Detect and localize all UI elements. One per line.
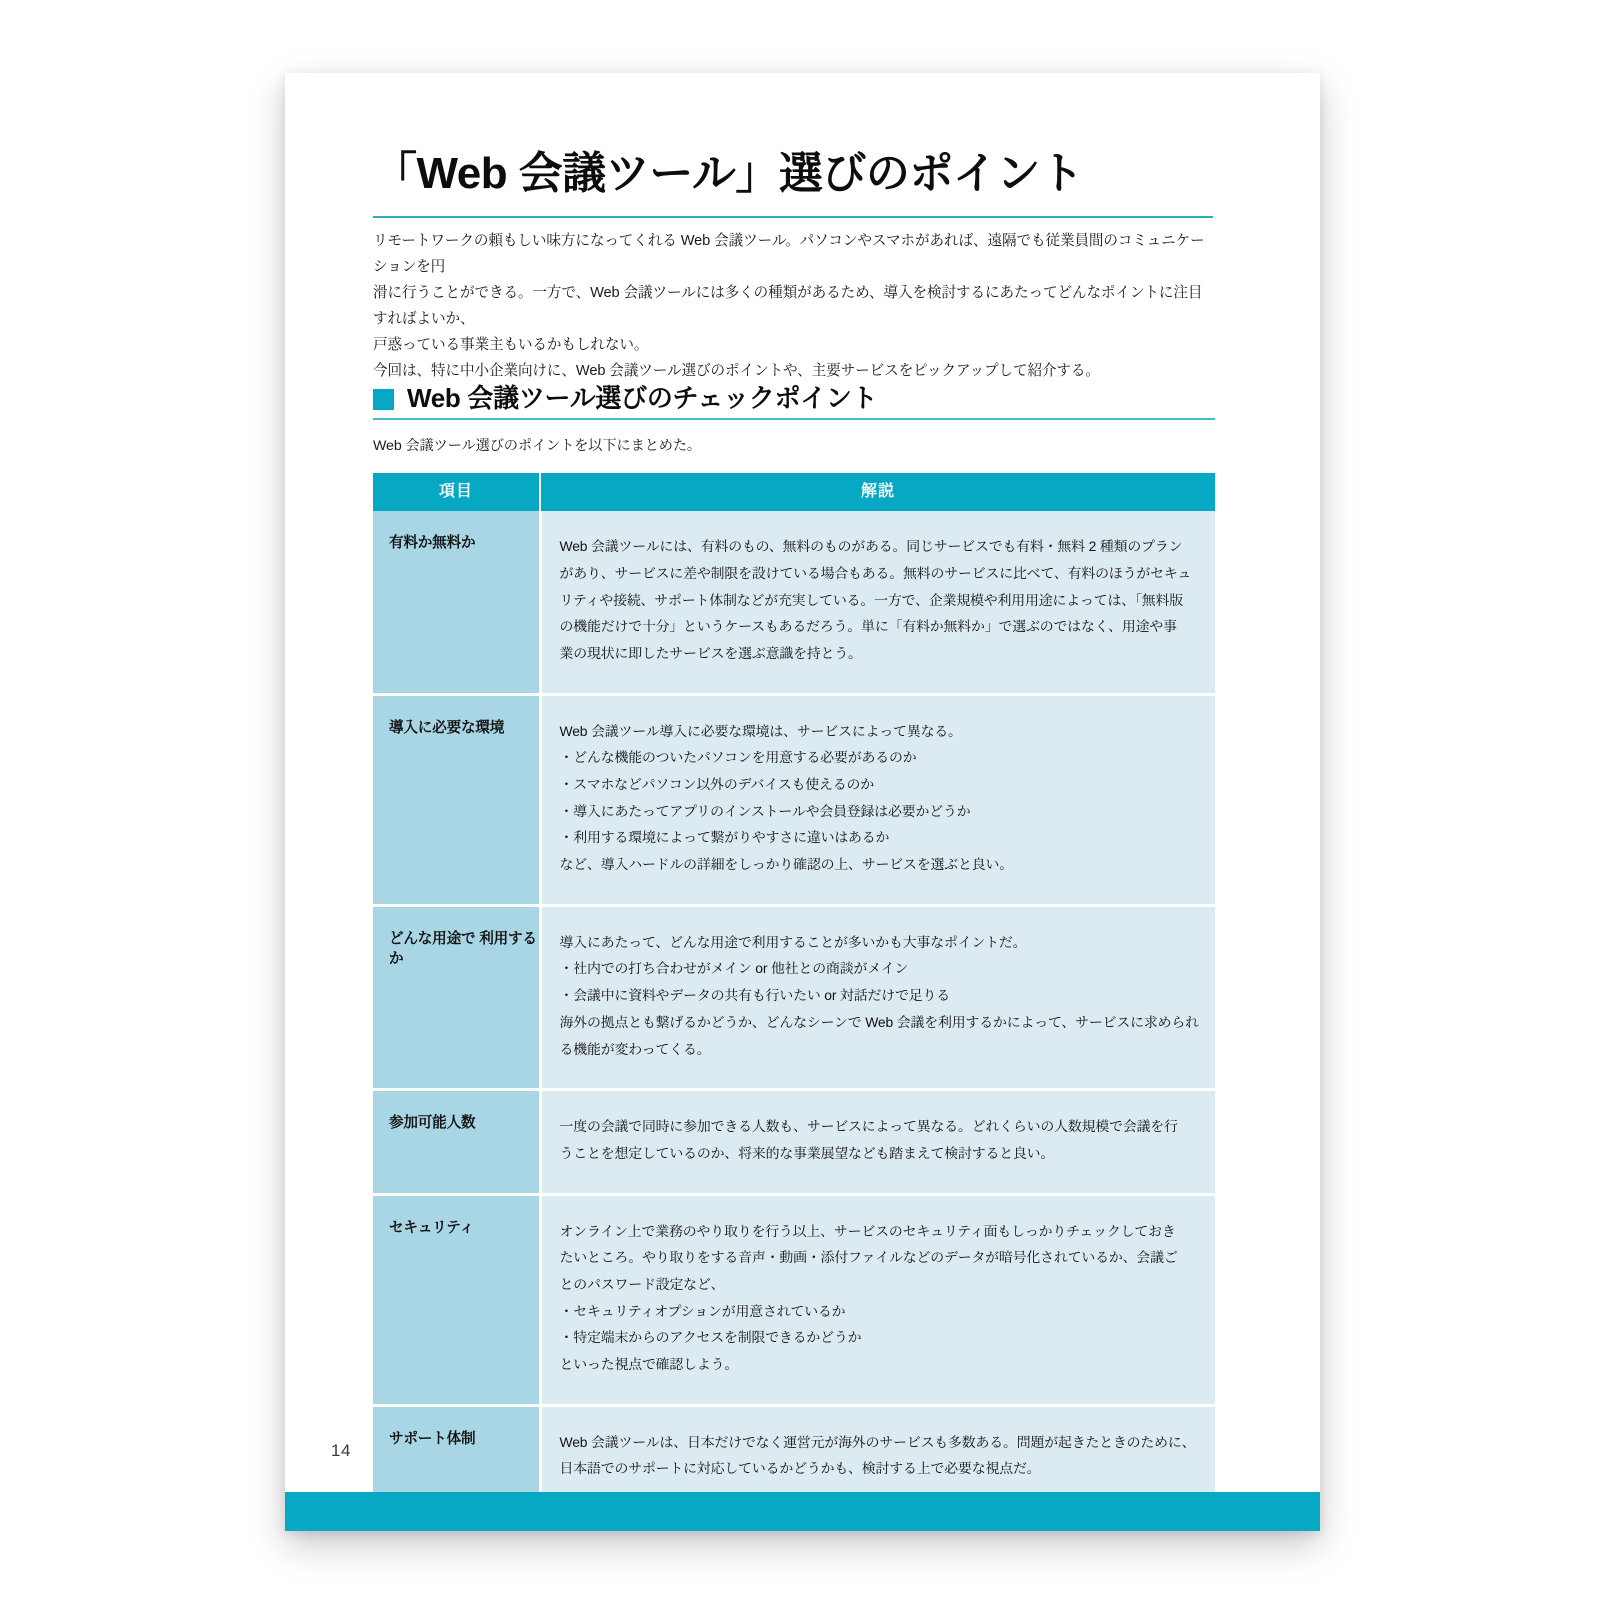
desc-line: うことを想定しているのか、将来的な事業展望なども踏まえて検討すると良い。 <box>559 1144 1055 1161</box>
row-item-line: 参加可能人数 <box>389 1115 476 1132</box>
section-lead-text: Web 会議ツール選びのポイントを以下にまとめた。 <box>373 438 702 454</box>
page-number: 14 <box>331 1441 351 1460</box>
row-item-line: 有料か無料か <box>389 535 476 552</box>
desc-line: る機能が変わってくる。 <box>559 1040 711 1057</box>
section-heading <box>373 383 1215 414</box>
row-item-cell <box>373 694 540 905</box>
desc-line: ・社内での打ち合わせがメイン or 他社との商談がメイン <box>559 960 909 977</box>
title-divider <box>373 216 1213 218</box>
section-heading-label: Web 会議ツール選びのチェックポイント <box>407 383 878 413</box>
table-row <box>373 1090 1215 1194</box>
section-divider <box>373 418 1215 420</box>
table-row <box>373 694 1215 905</box>
row-description-cell <box>540 1194 1215 1405</box>
desc-line: Web 会議ツールには、有料のもの、無料のものがある。同じサービスでも有料・無料 2 種類のプラン <box>559 538 1183 555</box>
desc-line: ・スマホなどパソコン以外のデバイスも使えるのか <box>559 776 875 792</box>
desc-line: ・導入にあたってアプリのインストールや会員登録は必要かどうか <box>559 802 971 819</box>
desc-line: 日本語でのサポートに対応しているかどうかも、検討する上で必要な視点だ。 <box>559 1460 1041 1477</box>
intro-paragraph <box>373 229 1215 385</box>
desc-line: など、導入ハードルの詳細をしっかり確認の上、サービスを選ぶと良い。 <box>559 856 1013 873</box>
desc-line: 導入にあたって、どんな用途で利用することが多いかも大事なポイントだ。 <box>559 933 1027 950</box>
desc-line: ・特定端末からのアクセスを制限できるかどうか <box>559 1329 862 1346</box>
row-item-line: 利用するか <box>389 930 537 968</box>
row-item-line: セキュリティ <box>389 1219 474 1236</box>
square-bullet-icon <box>373 389 394 410</box>
desc-line: ・利用する環境によって繋がりやすさに違いはあるか <box>559 829 890 846</box>
row-description-cell <box>540 905 1215 1089</box>
desc-line: Web 会議ツールは、日本だけでなく運営元が海外のサービスも多数ある。問題が起きたときのために、 <box>559 1433 1196 1450</box>
checkpoints-table <box>373 473 1215 1511</box>
desc-line: リティや接続、サポート体制などが充実している。一方で、企業規模や利用用途によっては、「無料版 <box>559 591 1183 608</box>
desc-line: ・どんな機能のついたパソコンを用意する必要があるのか <box>559 749 917 766</box>
desc-line: オンライン上で業務のやり取りを行う以上、サービスのセキュリティ面もしっかりチェックしておき <box>559 1222 1176 1239</box>
intro-line: 戸惑っている事業主もいるかもしれない。 <box>373 336 649 353</box>
table-row <box>373 511 1215 694</box>
row-description-cell <box>540 694 1215 905</box>
table-header-row <box>373 473 1215 511</box>
desc-line: たいところ。やり取りをする音声・動画・添付ファイルなどのデータが暗号化されているか、会議ご <box>559 1249 1178 1266</box>
intro-line: 滑に行うことができる。一方で、Web 会議ツールには多くの種類があるため、導入を検討するにあたってどんなポイントに注目すればよいか、 <box>373 284 1203 327</box>
row-item-cell <box>373 511 540 694</box>
desc-line: とのパスワード設定など、 <box>559 1275 725 1292</box>
row-description-cell <box>540 511 1215 694</box>
desc-line: 海外の拠点とも繋げるかどうか、どんなシーンで Web 会議を利用するかによって、サービスに求められ <box>559 1013 1199 1030</box>
table-body <box>373 511 1215 1509</box>
footer-bar <box>285 1492 1320 1531</box>
desc-line: 一度の会議で同時に参加できる人数も、サービスによって異なる。どれくらいの人数規模で会議を行 <box>559 1118 1178 1135</box>
desc-line: Web 会議ツール導入に必要な環境は、サービスによって異なる。 <box>559 722 962 739</box>
row-item-line: サポート体制 <box>389 1430 476 1447</box>
row-item-line: どんな用途で <box>389 930 476 947</box>
column-header-description: 解説 <box>540 473 1215 511</box>
row-item-line: 導入に必要な環境 <box>389 719 505 736</box>
page-content <box>285 73 1320 1531</box>
desc-line: ・セキュリティオプションが用意されているか <box>559 1302 846 1319</box>
column-header-item: 項目 <box>373 473 540 511</box>
row-description-cell <box>540 1090 1215 1194</box>
desc-line: といった視点で確認しよう。 <box>559 1356 739 1372</box>
intro-line: 今回は、特に中小企業向けに、Web 会議ツール選びのポイントや、主要サービスをピックアップして紹介する。 <box>373 362 1100 379</box>
row-item-cell <box>373 905 540 1089</box>
row-item-cell <box>373 1194 540 1405</box>
table-row <box>373 905 1215 1089</box>
document-page <box>285 73 1320 1531</box>
intro-line: リモートワークの頼もしい味方になってくれる Web 会議ツール。パソコンやスマホがあれば、遠隔でも従業員間のコミュニケーションを円 <box>373 233 1205 275</box>
desc-line: ・会議中に資料やデータの共有も行いたい or 対話だけで足りる <box>559 987 950 1004</box>
page-title: 「Web 会議ツール」選びのポイント <box>373 149 1084 198</box>
desc-line: 業の現状に即したサービスを選ぶ意識を持とう。 <box>559 644 862 661</box>
desc-line: の機能だけで十分」というケースもあるだろう。単に「有料か無料か」で選ぶのではなく、用途や事 <box>559 618 1177 635</box>
desc-line: があり、サービスに差や制限を設けている場合もある。無料のサービスに比べて、有料のほうがセキュ <box>559 564 1192 581</box>
table-row <box>373 1194 1215 1405</box>
table-header <box>373 473 1215 511</box>
row-item-cell <box>373 1090 540 1194</box>
